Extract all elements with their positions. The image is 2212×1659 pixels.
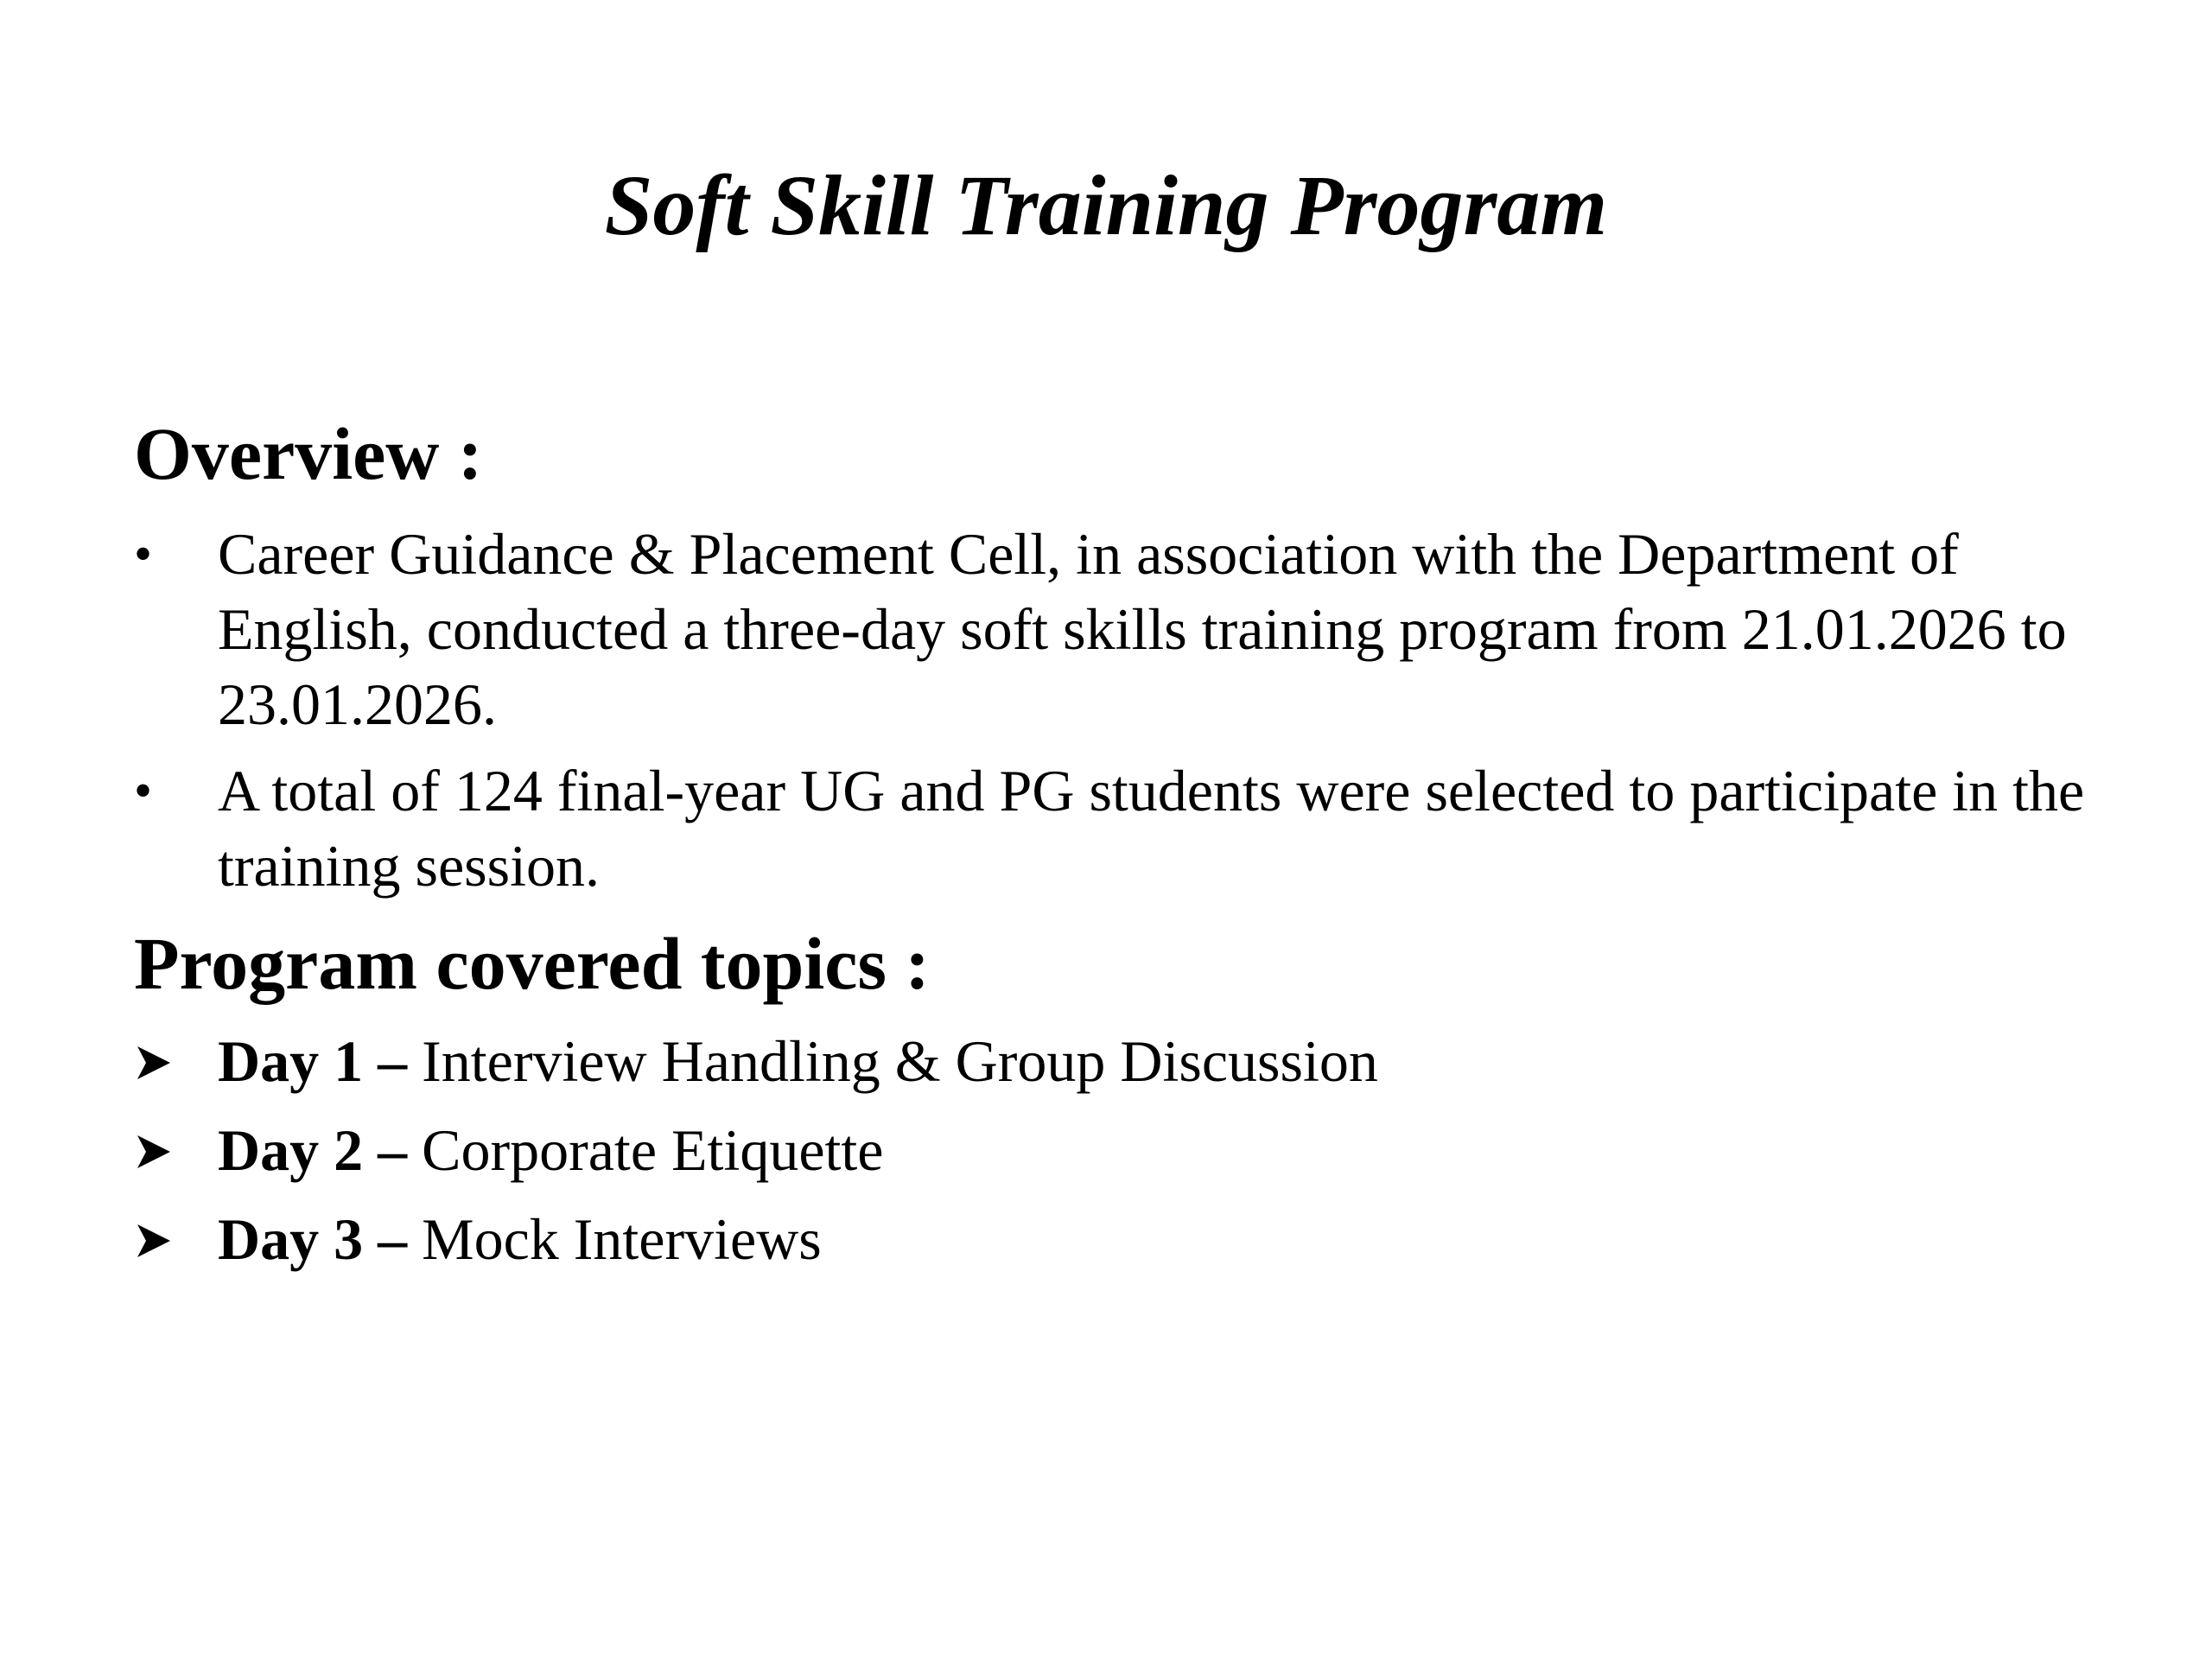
list-item [134,1113,2121,1188]
bullet-dot-icon: • [134,525,153,582]
day-separator: – [378,1117,408,1183]
list-item [134,1024,2121,1099]
overview-list [134,517,2121,915]
overview-item-text: Career Guidance & Placement Cell, in association with the Department of English, conducted a three-day soft skills training program from 21.01.2026 to 23.01.2026. [218,521,2067,737]
day-separator: – [378,1206,408,1272]
bullet-dot-icon: • [134,762,153,819]
day-label: Day 2 [218,1117,364,1183]
list-item [134,1202,2121,1277]
overview-heading: Overview : [134,412,483,495]
day-topic: Interview Handling & Group Discussion [422,1028,1378,1094]
topics-list [134,1024,2121,1291]
list-item [134,517,2121,742]
arrowhead-bullet-icon [136,1223,172,1259]
day-label: Day 1 [218,1028,364,1094]
topics-heading: Program covered topics : [134,922,931,1005]
day-separator: – [378,1028,408,1094]
list-item [134,753,2121,904]
day-topic: Mock Interviews [422,1206,822,1272]
overview-item-text: A total of 124 final-year UG and PG students were selected to participate in the training session. [218,758,2085,899]
arrowhead-bullet-icon [136,1134,172,1170]
day-label: Day 3 [218,1206,364,1272]
slide-title: Soft Skill Training Program [604,157,1608,253]
day-topic: Corporate Etiquette [422,1117,884,1183]
arrowhead-bullet-icon [136,1045,172,1081]
